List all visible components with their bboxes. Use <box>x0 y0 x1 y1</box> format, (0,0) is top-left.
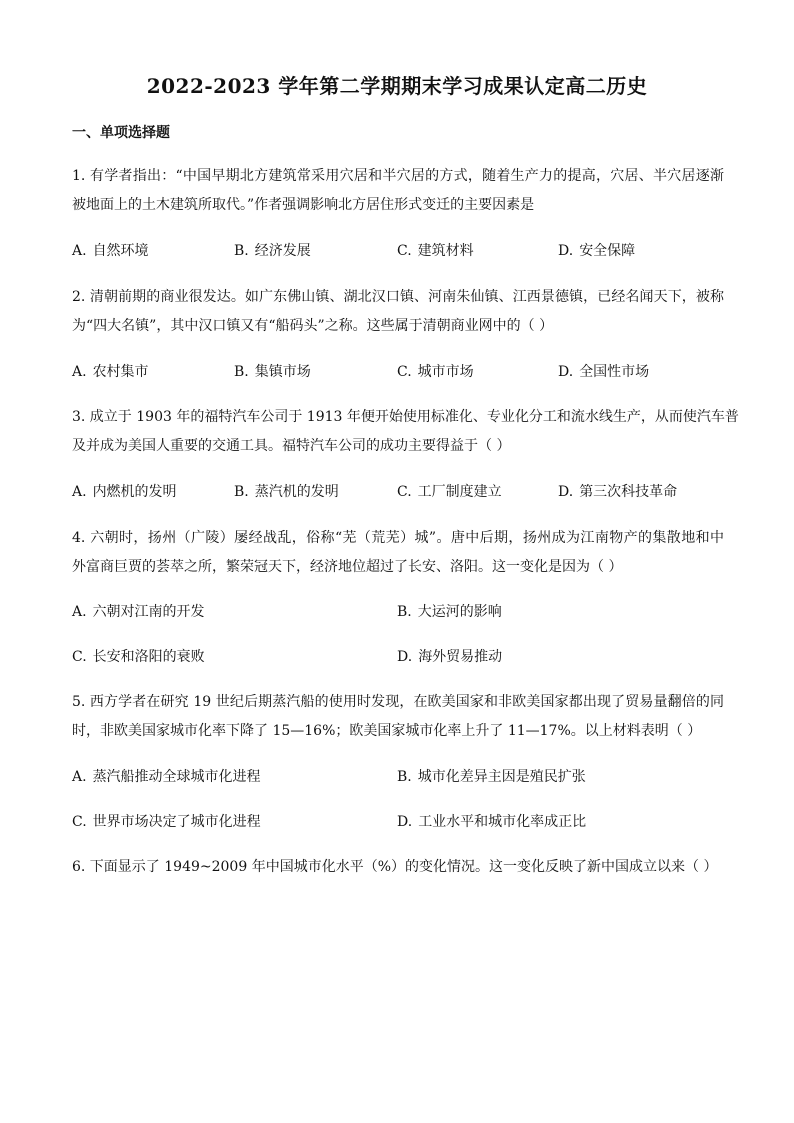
question-5-option-b[interactable] <box>397 767 586 787</box>
question-6-line-1: 6. 下面显示了 1949~2009 年中国城市化水平（%）的变化情况。这一变化反映了新中国成立以来（ ） <box>72 859 718 875</box>
option-text: 工业水平和城市化率成正比 <box>418 814 587 830</box>
option-letter: D. <box>558 484 574 500</box>
question-1-line-1: 1. 有学者指出：“中国早期北方建筑常采用穴居和半穴居的方式，随着生产力的提高，穴居、半穴居逐渐 <box>72 168 724 184</box>
option-letter: A. <box>72 604 87 620</box>
option-text: 海外贸易推动 <box>418 649 503 665</box>
option-text: 集镇市场 <box>254 364 311 380</box>
option-text: 工厂制度建立 <box>417 484 502 500</box>
question-2-line-2: 为“四大名镇”，其中汉口镇又有“船码头”之称。这些属于清朝商业网中的（ ） <box>72 318 554 334</box>
option-letter: A. <box>72 364 87 380</box>
option-letter: C. <box>72 814 87 830</box>
option-text: 安全保障 <box>579 243 636 259</box>
option-letter: D. <box>397 649 413 665</box>
question-2-line-1: 2. 清朝前期的商业很发达。如广东佛山镇、湖北汉口镇、河南朱仙镇、江西景德镇，已经名闻天下，被称 <box>72 289 724 305</box>
question-1-option-b[interactable] <box>234 241 311 261</box>
question-1-option-a[interactable] <box>72 241 149 261</box>
option-text: 农村集市 <box>92 364 149 380</box>
question-4-option-c[interactable] <box>72 647 205 667</box>
option-text: 蒸汽机的发明 <box>254 484 339 500</box>
option-letter: B. <box>234 243 249 259</box>
question-2-option-c[interactable] <box>397 362 474 382</box>
option-text: 自然环境 <box>92 243 149 259</box>
question-3-option-c[interactable] <box>397 482 502 502</box>
question-5-line-1: 5. 西方学者在研究 19 世纪后期蒸汽船的使用时发现，在欧美国家和非欧美国家都出现了贸易量翻倍的同 <box>72 694 724 710</box>
question-1-option-d[interactable] <box>558 241 635 261</box>
option-text: 大运河的影响 <box>417 604 502 620</box>
question-3-option-a[interactable] <box>72 482 177 502</box>
option-letter: C. <box>397 364 412 380</box>
option-text: 第三次科技革命 <box>579 484 678 500</box>
option-text: 蒸汽船推动全球城市化进程 <box>92 769 261 785</box>
option-text: 城市市场 <box>417 364 474 380</box>
question-3-option-d[interactable] <box>558 482 677 502</box>
question-3-line-2: 及并成为美国人重要的交通工具。福特汽车公司的成功主要得益于（ ） <box>72 438 511 454</box>
question-5-option-d[interactable] <box>397 812 586 832</box>
section-heading: 一、单项选择题 <box>72 125 170 141</box>
option-text: 内燃机的发明 <box>92 484 177 500</box>
question-2-option-a[interactable] <box>72 362 149 382</box>
option-text: 全国性市场 <box>579 364 650 380</box>
option-text: 经济发展 <box>254 243 311 259</box>
option-letter: B. <box>397 604 412 620</box>
option-letter: A. <box>72 769 87 785</box>
option-letter: C. <box>397 243 412 259</box>
question-3-option-b[interactable] <box>234 482 339 502</box>
option-letter: B. <box>397 769 412 785</box>
question-5-line-2: 时，非欧美国家城市化率下降了 15—16%；欧美国家城市化率上升了 11—17%。以上材料表明（ ） <box>72 723 702 739</box>
question-3-line-1: 3. 成立于 1903 年的福特汽车公司于 1913 年便开始使用标准化、专业化分工和流水线生产，从而使汽车普 <box>72 409 739 425</box>
option-text: 建筑材料 <box>417 243 474 259</box>
question-4-line-1: 4. 六朝时，扬州（广陵）屡经战乱，俗称“芜（荒芜）城”。唐中后期，扬州成为江南物产的集散地和中 <box>72 530 724 546</box>
option-letter: C. <box>397 484 412 500</box>
option-letter: A. <box>72 243 87 259</box>
question-4-line-2: 外富商巨贾的荟萃之所，繁荣冠天下，经济地位超过了长安、洛阳。这一变化是因为（ ） <box>72 559 623 575</box>
option-letter: D. <box>558 243 574 259</box>
option-text: 城市化差异主因是殖民扩张 <box>417 769 586 785</box>
question-4-option-a[interactable] <box>72 602 205 622</box>
page-title: 2022-2023 学年第二学期期末学习成果认定高二历史 <box>146 74 648 98</box>
question-2-option-d[interactable] <box>558 362 649 382</box>
option-text: 长安和洛阳的衰败 <box>92 649 205 665</box>
option-text: 世界市场决定了城市化进程 <box>92 814 261 830</box>
option-letter: B. <box>234 364 249 380</box>
question-2-option-b[interactable] <box>234 362 311 382</box>
option-letter: C. <box>72 649 87 665</box>
question-1-line-2: 被地面上的土木建筑所取代。”作者强调影响北方居住形式变迁的主要因素是 <box>72 197 535 213</box>
option-text: 六朝对江南的开发 <box>92 604 205 620</box>
question-5-option-a[interactable] <box>72 767 261 787</box>
option-letter: B. <box>234 484 249 500</box>
option-letter: A. <box>72 484 87 500</box>
option-letter: D. <box>558 364 574 380</box>
question-4-option-d[interactable] <box>397 647 502 667</box>
question-5-option-c[interactable] <box>72 812 261 832</box>
option-letter: D. <box>397 814 413 830</box>
question-4-option-b[interactable] <box>397 602 502 622</box>
question-1-option-c[interactable] <box>397 241 474 261</box>
